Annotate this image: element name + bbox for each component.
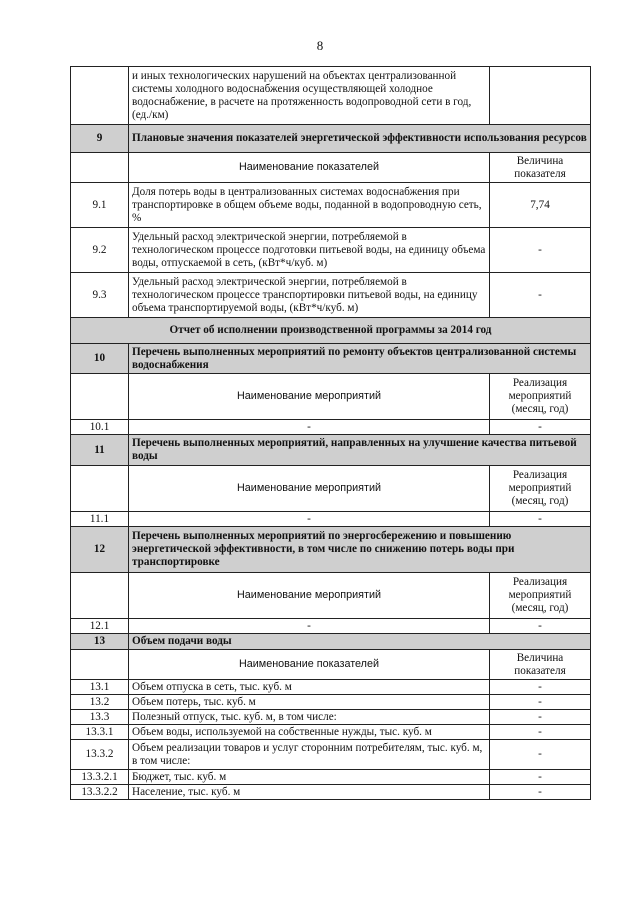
row-name: Объем потерь, тыс. куб. м bbox=[129, 695, 490, 710]
row-number: 13.3 bbox=[71, 710, 129, 725]
section-title: Объем подачи воды bbox=[129, 634, 591, 650]
row-number: 13.1 bbox=[71, 680, 129, 695]
section-number: 12 bbox=[71, 527, 129, 573]
column-header-name: Наименование показателей bbox=[129, 650, 490, 680]
row-name: Бюджет, тыс. куб. м bbox=[129, 770, 490, 785]
row-number: 9.2 bbox=[71, 228, 129, 273]
section-9-header bbox=[71, 125, 591, 153]
table-row bbox=[71, 725, 591, 740]
row-name: Объем отпуска в сеть, тыс. куб. м bbox=[129, 680, 490, 695]
continuation-row bbox=[71, 67, 591, 125]
table-row bbox=[71, 680, 591, 695]
empty-cell bbox=[71, 466, 129, 512]
indicators-table bbox=[70, 66, 591, 800]
row-value: - bbox=[490, 420, 591, 435]
empty-cell bbox=[71, 650, 129, 680]
section-12-header bbox=[71, 527, 591, 573]
table-row bbox=[71, 740, 591, 770]
row-number: 11.1 bbox=[71, 512, 129, 527]
table-row bbox=[71, 785, 591, 800]
section-11-column-header bbox=[71, 466, 591, 512]
column-header-value: Реализация мероприятий (месяц, год) bbox=[490, 466, 591, 512]
row-number: 12.1 bbox=[71, 619, 129, 634]
section-13-column-header bbox=[71, 650, 591, 680]
row-value: - bbox=[490, 695, 591, 710]
row-value: - bbox=[490, 228, 591, 273]
table-row bbox=[71, 228, 591, 273]
section-10-column-header bbox=[71, 374, 591, 420]
section-9-column-header bbox=[71, 153, 591, 183]
section-10-header bbox=[71, 344, 591, 374]
row-value: - bbox=[490, 512, 591, 527]
row-number: 9.3 bbox=[71, 273, 129, 318]
section-title: Плановые значения показателей энергетической эффективности использования ресурсов bbox=[129, 125, 591, 153]
column-header-name: Наименование мероприятий bbox=[129, 466, 490, 512]
row-value: - bbox=[490, 680, 591, 695]
section-title: Перечень выполненных мероприятий по энергосбережению и повышению энергетической эффективности, в том числе по снижению потерь воды при транспортировке bbox=[129, 527, 591, 573]
column-header-name: Наименование мероприятий bbox=[129, 374, 490, 420]
row-number: 13.3.2.2 bbox=[71, 785, 129, 800]
row-value: - bbox=[490, 619, 591, 634]
section-title: Перечень выполненных мероприятий, направленных на улучшение качества питьевой воды bbox=[129, 435, 591, 466]
row-name: - bbox=[129, 619, 490, 634]
row-name: Полезный отпуск, тыс. куб. м, в том числе: bbox=[129, 710, 490, 725]
table-row bbox=[71, 273, 591, 318]
row-value: - bbox=[490, 770, 591, 785]
continuation-text: и иных технологических нарушений на объектах централизованной системы холодного водоснабжения осуществляющей холодное водоснабжение, в расчете на протяженность водопроводной сети в год, (ед./км) bbox=[129, 67, 490, 125]
row-number: 13.3.1 bbox=[71, 725, 129, 740]
column-header-name: Наименование показателей bbox=[129, 153, 490, 183]
section-12-column-header bbox=[71, 573, 591, 619]
table-row bbox=[71, 619, 591, 634]
row-number: 13.3.2.1 bbox=[71, 770, 129, 785]
section-number: 13 bbox=[71, 634, 129, 650]
table-row bbox=[71, 420, 591, 435]
report-heading-row bbox=[71, 318, 591, 344]
row-number: 9.1 bbox=[71, 183, 129, 228]
row-value: - bbox=[490, 740, 591, 770]
continuation-value-cell bbox=[490, 67, 591, 125]
section-number: 9 bbox=[71, 125, 129, 153]
empty-cell bbox=[71, 153, 129, 183]
column-header-value: Величина показателя bbox=[490, 153, 591, 183]
table-row bbox=[71, 695, 591, 710]
row-name: - bbox=[129, 512, 490, 527]
column-header-name: Наименование мероприятий bbox=[129, 573, 490, 619]
section-11-header bbox=[71, 435, 591, 466]
row-name: Удельный расход электрической энергии, потребляемой в технологическом процессе транспортировки питьевой воды, на единицу объема транспортируемой воды, (кВт*ч/куб. м) bbox=[129, 273, 490, 318]
empty-cell bbox=[71, 573, 129, 619]
section-number: 10 bbox=[71, 344, 129, 374]
empty-cell bbox=[71, 374, 129, 420]
page-number: 8 bbox=[316, 38, 324, 53]
row-number: 13.2 bbox=[71, 695, 129, 710]
table-row bbox=[71, 183, 591, 228]
row-value: 7,74 bbox=[490, 183, 591, 228]
row-value: - bbox=[490, 725, 591, 740]
column-header-value: Реализация мероприятий (месяц, год) bbox=[490, 573, 591, 619]
column-header-value: Величина показателя bbox=[490, 650, 591, 680]
table-row bbox=[71, 512, 591, 527]
row-value: - bbox=[490, 710, 591, 725]
row-name: Объем реализации товаров и услуг сторонним потребителям, тыс. куб. м, в том числе: bbox=[129, 740, 490, 770]
row-name: Население, тыс. куб. м bbox=[129, 785, 490, 800]
row-number: 13.3.2 bbox=[71, 740, 129, 770]
row-name: Объем воды, используемой на собственные нужды, тыс. куб. м bbox=[129, 725, 490, 740]
section-title: Перечень выполненных мероприятий по ремонту объектов централизованной системы водоснабжения bbox=[129, 344, 591, 374]
row-name: Доля потерь воды в централизованных системах водоснабжения при транспортировке в общем объеме воды, поданной в водопроводную сеть, % bbox=[129, 183, 490, 228]
row-name: Удельный расход электрической энергии, потребляемой в технологическом процессе подготовки питьевой воды, на единицу объема воды, отпускаемой в сеть, (кВт*ч/куб. м) bbox=[129, 228, 490, 273]
column-header-value: Реализация мероприятий (месяц, год) bbox=[490, 374, 591, 420]
continuation-num-cell bbox=[71, 67, 129, 125]
report-heading: Отчет об исполнении производственной программы за 2014 год bbox=[71, 318, 591, 344]
row-number: 10.1 bbox=[71, 420, 129, 435]
section-number: 11 bbox=[71, 435, 129, 466]
row-value: - bbox=[490, 785, 591, 800]
table-row bbox=[71, 710, 591, 725]
table-row bbox=[71, 770, 591, 785]
row-name: - bbox=[129, 420, 490, 435]
section-13-header bbox=[71, 634, 591, 650]
row-value: - bbox=[490, 273, 591, 318]
